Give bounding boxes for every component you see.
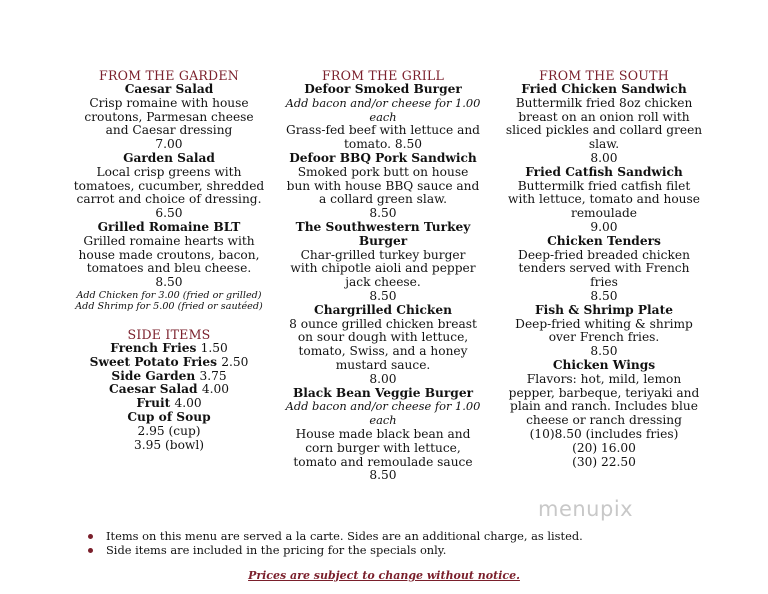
menu-item-name: Garden Salad (123, 150, 215, 165)
menu-item-price: 8.50 (369, 288, 397, 303)
menu-item-name: Defoor Smoked Burger (304, 82, 462, 96)
side-items (62, 342, 276, 452)
menu-item-description: House made black bean and (295, 426, 471, 441)
menu-item-description: (30) 22.50 (572, 454, 636, 469)
menu-item-description: tomato. 8.50 (344, 137, 422, 152)
side-item-price: 3.75 (199, 368, 227, 383)
menu-item-name: Defoor BBQ Pork Sandwich (289, 150, 477, 165)
grill-items (282, 83, 484, 483)
menu-item-description: house made croutons, bacon, (78, 247, 260, 262)
menu-item-note: Add bacon and/or cheese for 1.00 (285, 95, 481, 110)
garden-items (62, 83, 276, 313)
menu-item-description: Smoked pork butt on house (297, 164, 469, 179)
menu-item-description: remoulade (571, 206, 637, 221)
menu-item-name: Chargrilled Chicken (314, 302, 452, 317)
south-column (498, 69, 710, 469)
soup-price: 3.95 (bowl) (134, 437, 204, 452)
menu-item-description: and Caesar dressing (105, 123, 233, 138)
menu-item-description: tenders served with French (518, 261, 690, 276)
garden-column (62, 69, 276, 452)
side-item-name: Caesar Salad (109, 382, 198, 397)
menu-item-note: each (369, 413, 397, 428)
menu-item-description: bun with house BBQ sauce and (286, 178, 480, 193)
side-item-row (62, 397, 276, 411)
menu-item-price: 6.50 (155, 206, 183, 221)
soup-price: 2.95 (cup) (137, 423, 201, 438)
menu-item-description: jack cheese. (345, 275, 421, 290)
menu-item-price: 8.50 (590, 344, 618, 359)
menu-item-description: 8 ounce grilled chicken breast (289, 316, 477, 331)
menu-item-description: Grilled romaine hearts with (83, 233, 255, 248)
south-items (498, 83, 710, 469)
menu-item-description: a collard green slaw. (319, 192, 447, 207)
note-item: Side items are included in the pricing for the specials only. (88, 543, 583, 557)
menu-item-note: each (369, 109, 397, 124)
addon-note: Add Shrimp for 5.00 (fried or sautéed) (75, 301, 263, 313)
menu-item-name: Grilled Romaine BLT (97, 219, 241, 234)
notes-list (88, 529, 583, 557)
menu-item-name: Fried Catfish Sandwich (525, 164, 683, 179)
side-item-row (62, 383, 276, 397)
menu-item-price: 8.50 (590, 288, 618, 303)
menu-item-name: Caesar Salad (124, 82, 214, 96)
side-item-name: Side Garden (111, 368, 196, 383)
menu-item-description: Char-grilled turkey burger (300, 247, 466, 262)
menu-item-price: 9.00 (590, 219, 618, 234)
menu-item-name: The Southwestern Turkey (295, 219, 471, 234)
menu-item-description: tomato and remoulade sauce (293, 454, 473, 469)
watermark-logo: menupix (538, 497, 634, 521)
menu-item-price: 8.50 (369, 468, 397, 483)
menu-item-description: slaw. (588, 137, 620, 152)
menu-item-description: pepper, barbeque, teriyaki and (508, 385, 700, 400)
side-item-name: Sweet Potato Fries (89, 354, 217, 369)
garden-heading: FROM THE GARDEN (99, 68, 239, 83)
menu-item-description: tomatoes and bleu cheese. (86, 261, 252, 276)
menu-item-price: 7.00 (155, 137, 183, 152)
menu-item-description: mustard sauce. (335, 357, 431, 372)
side-item-name: French Fries (110, 340, 197, 355)
menu-item-description: (10)8.50 (includes fries) (529, 426, 679, 441)
menu-item-description: (20) 16.00 (572, 440, 636, 455)
menu-item-description: with chipotle aioli and pepper (290, 261, 476, 276)
menu-item-description: over French fries. (548, 330, 660, 345)
side-item-row (62, 411, 276, 425)
side-item-name: Fruit (136, 396, 171, 411)
menu-item-name: Chicken Tenders (547, 233, 661, 248)
south-heading: FROM THE SOUTH (539, 68, 669, 83)
menu-item-name: Black Bean Veggie Burger (292, 385, 474, 400)
menu-item-description: cheese or ranch dressing (526, 413, 682, 428)
menu-item-description: plain and ranch. Includes blue (510, 399, 698, 414)
menu-item-description: Flavors: hot, mild, lemon (526, 371, 682, 386)
menu-item-name: Chicken Wings (552, 357, 656, 372)
side-item-price: 1.50 (200, 340, 228, 355)
menu-item-price: 8.00 (369, 371, 397, 386)
side-item-row (62, 356, 276, 370)
side-item-name: Cup of Soup (127, 409, 211, 424)
note-item: Items on this menu are served a la carte. Sides are an additional charge, as listed. (88, 529, 583, 543)
menu-item-description: breast on an onion roll with (518, 109, 690, 124)
side-item-price: 2.50 (221, 354, 249, 369)
side-item-row (62, 342, 276, 356)
menu-item-description: sliced pickles and collard green (505, 123, 703, 138)
menu-item-description: Local crisp greens with (96, 164, 242, 179)
menu-item-price: 8.00 (590, 150, 618, 165)
menu-item-description: tomato, Swiss, and a honey (298, 344, 468, 359)
menu-notes (88, 529, 583, 557)
menu-item-description: tomatoes, cucumber, shredded (73, 178, 265, 193)
side-item-price: 4.00 (201, 382, 229, 397)
menu-item-name: Fried Chicken Sandwich (521, 82, 687, 96)
menu-item-description: on sour dough with lettuce, (297, 330, 469, 345)
menu-item-description: Grass-fed beef with lettuce and (285, 123, 480, 138)
side-item-price: 4.00 (174, 396, 202, 411)
side-item-row (62, 370, 276, 384)
menu-item-description: Buttermilk fried 8oz chicken (515, 95, 693, 110)
menu-item-description: Deep-fried breaded chicken (518, 247, 690, 262)
menu-item-description: croutons, Parmesan cheese (84, 109, 254, 124)
menu-item-description: Deep-fried whiting & shrimp (515, 316, 693, 331)
addon-note: Add Chicken for 3.00 (fried or grilled) (76, 289, 262, 301)
menu-item-note: Add bacon and/or cheese for 1.00 (285, 399, 481, 414)
footer-disclaimer: Prices are subject to change without notice. (248, 569, 520, 582)
menu-item-price: 8.50 (155, 275, 183, 290)
sides-heading: SIDE ITEMS (127, 326, 211, 342)
grill-heading: FROM THE GRILL (321, 68, 445, 83)
menu-item-description: carrot and choice of dressing. (76, 192, 262, 207)
menu-item-description: Crisp romaine with house (89, 95, 249, 110)
menu-item-price: 8.50 (369, 206, 397, 221)
menu-item-name: Fish & Shrimp Plate (535, 302, 673, 317)
grill-column (282, 69, 484, 483)
menu-item-description: fries (590, 275, 618, 290)
menu-item-name: Burger (358, 233, 408, 248)
menu-item-description: corn burger with lettuce, (305, 440, 461, 455)
menu-item-description: with lettuce, tomato and house (508, 192, 700, 207)
menu-item-description: Buttermilk fried catfish filet (517, 178, 691, 193)
